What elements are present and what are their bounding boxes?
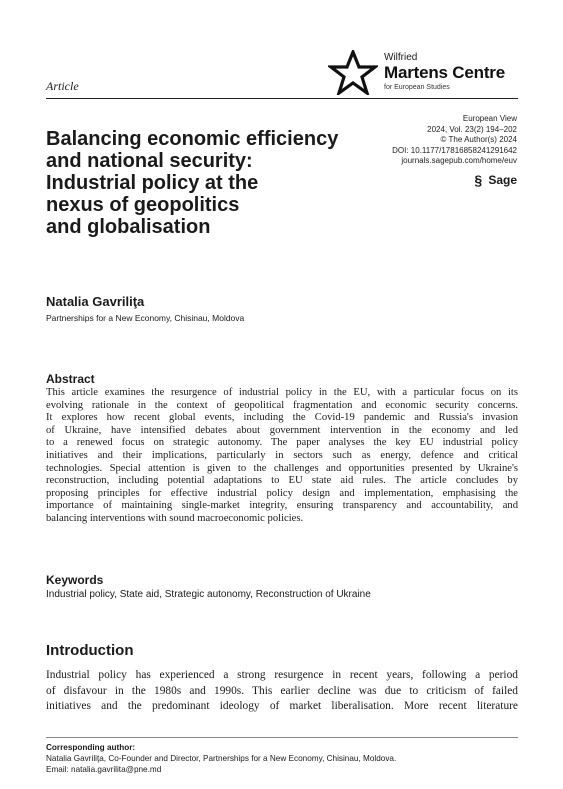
abstract-body <box>46 387 518 526</box>
star-icon <box>328 50 378 95</box>
author-affiliation: Partnerships for a New Economy, Chisinau, Moldova <box>46 313 245 323</box>
intro-line: Industrial policy has experienced a strong resurgence in recent years, following a period <box>46 669 518 681</box>
author-name: Natalia Gavriliţa <box>46 294 145 309</box>
title-line: Balancing economic efficiency <box>46 128 339 150</box>
title-line: and national security: <box>46 150 253 172</box>
abstract-line: It explores how recent global events, including the Covid-19 pandemic and Russia's invasion <box>46 412 518 424</box>
corresponding-heading: Corresponding author: <box>46 743 136 752</box>
introduction-body <box>46 668 518 715</box>
logo-line-1: Wilfried <box>384 52 418 63</box>
abstract-line: technologies. Special attention is given to the challenges and opportunities presented by Ukraine's <box>46 462 518 474</box>
introduction-heading: Introduction <box>46 642 134 659</box>
corresponding-email[interactable]: Email: natalia.gavrilita@pne.md <box>46 765 162 774</box>
intro-line: of disfavour in the 1980s and 1990s. This earlier decline was due to criticism of failed <box>46 684 518 697</box>
logo-line-2: Martens Centre <box>384 63 505 82</box>
footnote-rule <box>46 737 518 738</box>
martens-centre-logo <box>328 50 523 95</box>
sage-wordmark: Sage <box>488 173 517 187</box>
title-line: and globalisation <box>46 216 211 238</box>
journal-meta <box>392 114 517 167</box>
journal-doi: DOI: 10.1177/17816858241291642 <box>392 145 517 155</box>
logo-line-3: for European Studies <box>384 84 450 91</box>
intro-line: initiatives and the predominant ideology of market liberalisation. More recent literature <box>46 700 518 712</box>
journal-url[interactable]: journals.sagepub.com/home/euv <box>401 156 517 165</box>
abstract-line: evolving rationale in the context of geopolitical fragmentation and economic security concerns. <box>46 399 518 411</box>
abstract-line: reconstruction, including potential adaptations to EU state aid rules. The article concludes by <box>46 475 518 487</box>
keywords-list: Industrial policy, State aid, Strategic autonomy, Reconstruction of Ukraine <box>46 589 371 600</box>
journal-name: European View <box>462 114 517 123</box>
article-type-label: Article <box>46 79 79 93</box>
title-line: nexus of geopolitics <box>46 194 240 216</box>
title-line: Industrial policy at the <box>46 172 259 194</box>
abstract-heading: Abstract <box>46 372 95 386</box>
abstract-line: balancing interventions with sound macroeconomic policies. <box>46 512 304 524</box>
abstract-line: of Ukraine, have intensified debates about government intervention in the economy and led <box>46 424 518 436</box>
corresponding-details: Natalia Gavriliţa, Co-Founder and Director, Partnerships for a New Economy, Chisinau, Moldova. <box>46 754 397 763</box>
abstract-line: proposing principles for effective industrial policy design and implementation, emphasising the <box>46 487 518 499</box>
abstract-line: This article examines the resurgence of industrial policy in the EU, with a particular focus on its <box>46 387 518 398</box>
abstract-line: initiatives and their implications, particularly in sectors such as energy, defence and critical <box>46 449 518 461</box>
article-title <box>46 128 366 238</box>
sage-s-icon: § <box>474 172 483 188</box>
journal-copyright: © The Author(s) 2024 <box>440 135 517 144</box>
keywords-heading: Keywords <box>46 573 104 587</box>
abstract-line: importance of maintaining single-market integrity, ensuring transparency and accountability, and <box>46 500 518 512</box>
sage-logo <box>471 172 517 188</box>
header-rule <box>46 98 518 99</box>
abstract-line: to a renewed focus on strategic autonomy. The paper analyses the key EU industrial policy <box>46 437 518 449</box>
journal-volume: 2024, Vol. 23(2) 194–202 <box>427 124 517 134</box>
corresponding-author-note <box>46 742 396 775</box>
